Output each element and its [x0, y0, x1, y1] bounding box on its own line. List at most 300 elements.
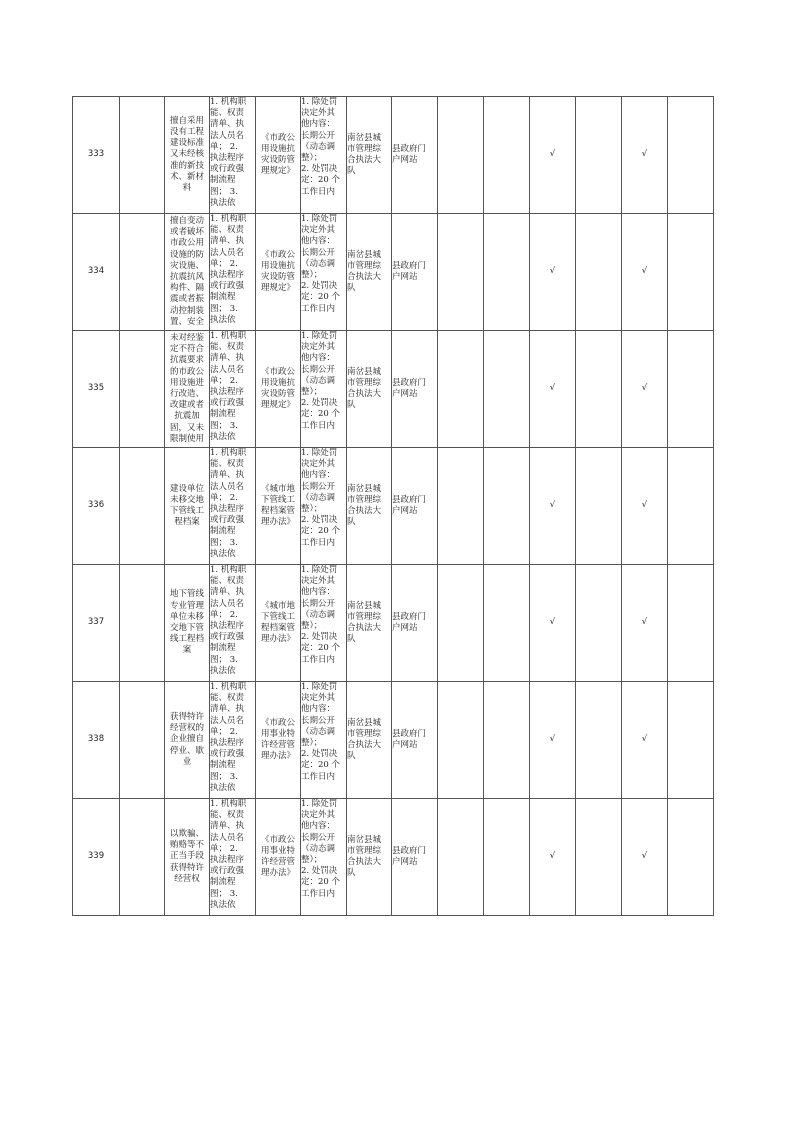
law-line: 程档案管 [260, 623, 295, 633]
basis-line: 能、权责 [210, 108, 245, 119]
time-line: 1. 除处罚 [301, 799, 338, 809]
basis-line: 能、权责 [210, 693, 245, 704]
row-number: 339 [73, 799, 120, 916]
basis-line: 单； 2. [210, 258, 238, 269]
basis-line: 清单、执 [210, 353, 245, 364]
basis-line: 执法依 [210, 665, 236, 676]
check-mark-cell [576, 97, 622, 214]
time-line: 1. 除处罚 [301, 331, 338, 341]
check-mark-cell [484, 331, 530, 448]
time-line: 1. 除处罚 [301, 97, 338, 107]
time-line: 定：20 个 [301, 292, 341, 303]
violation-item-cell [165, 565, 210, 682]
basis-line: 或行政强 [210, 866, 245, 877]
chan-line: 县政府门 [392, 845, 427, 856]
basis-line: 制流程 [210, 526, 236, 537]
basis-line: 清单、执 [210, 821, 245, 832]
item-line: 以欺骗、 [169, 828, 204, 839]
check-mark-cell [576, 448, 622, 565]
law-line: 用事业特 [260, 728, 295, 739]
law-line: 灾设防管 [260, 389, 295, 399]
row-number: 333 [73, 97, 120, 214]
time-line: 决定外其 [301, 342, 336, 353]
time-line: 他内容： [301, 119, 336, 130]
check-mark-cell [484, 799, 530, 916]
basis-line: 或行政强 [210, 398, 245, 409]
dept-line: 合执法大 [347, 506, 382, 516]
basis-line: 执法程序 [210, 270, 245, 281]
check-mark-cell [668, 565, 714, 682]
time-line: 他内容： [301, 704, 336, 715]
time-line: 整）； [301, 270, 323, 281]
time-line: 2. 处罚决 [301, 164, 338, 175]
law-line: 用事业特 [260, 845, 295, 856]
item-line: 擅自变动 [169, 215, 204, 226]
item-line: 经营权的 [169, 723, 204, 734]
check-mark-cell: √ [530, 565, 576, 682]
basis-line: 能、权责 [210, 576, 245, 587]
basis-line: 1. 机构职 [210, 448, 247, 458]
dept-line: 市管理综 [347, 143, 382, 154]
law-line: 《市政公 [260, 834, 295, 845]
item-line: 的市政公 [169, 366, 204, 377]
dept-line: 合执法大 [347, 389, 382, 399]
item-line: 行改造、 [169, 389, 204, 399]
item-line: 震或者振 [169, 294, 204, 305]
time-line: 定：20 个 [301, 526, 341, 537]
disclosure-channel-cell [392, 799, 438, 916]
disclosure-channel-cell [392, 214, 438, 331]
check-mark-cell [576, 214, 622, 331]
empty-cell [120, 331, 165, 448]
basis-line: 图； 3. [210, 654, 238, 665]
time-line: 1. 除处罚 [301, 565, 338, 575]
basis-line: 执法程序 [210, 855, 245, 866]
basis-line: 执法程序 [210, 387, 245, 398]
check-mark-cell [438, 565, 484, 682]
basis-line: 法人员名 [210, 481, 245, 492]
item-line: 专业管理 [169, 600, 204, 611]
check-mark-cell: √ [622, 448, 668, 565]
law-line: 《市政公 [260, 249, 295, 260]
basis-line: 执法程序 [210, 153, 245, 164]
item-line: 程档案 [174, 517, 200, 528]
law-line: 《城市地 [260, 483, 295, 494]
check-mark-cell [438, 682, 484, 799]
time-line: 长期公开 [301, 715, 336, 726]
law-line: 下管线工 [260, 611, 295, 622]
time-line: 整）； [301, 387, 323, 398]
dept-line: 市管理综 [347, 260, 382, 271]
basis-line: 执法程序 [210, 621, 245, 632]
disclosure-channel-cell [392, 97, 438, 214]
basis-line: 单； 2. [210, 609, 238, 620]
item-line: 擅自采用 [169, 115, 204, 126]
basis-line: 单； 2. [210, 726, 238, 737]
item-line: 用设施进 [169, 377, 204, 388]
basis-line: 清单、执 [210, 119, 245, 130]
check-mark-cell [484, 565, 530, 682]
check-mark-cell [484, 97, 530, 214]
basis-line: 图； 3. [210, 303, 238, 314]
law-line: 灾设防管 [260, 155, 295, 165]
law-line: 理办法》 [260, 634, 295, 645]
dept-line: 合执法大 [347, 740, 382, 750]
violation-item-cell [165, 214, 210, 331]
violation-item-cell [165, 448, 210, 565]
violation-item-cell [165, 682, 210, 799]
dept-line: 队 [347, 166, 356, 177]
time-line: 定：20 个 [301, 409, 341, 420]
basis-line: 或行政强 [210, 632, 245, 643]
dept-line: 市管理综 [347, 494, 382, 505]
law-line: 理规定》 [260, 166, 295, 177]
table-body [73, 97, 714, 916]
row-number: 334 [73, 214, 120, 331]
time-line: （动态调 [301, 726, 336, 737]
law-line: 理规定》 [260, 283, 295, 294]
check-mark-cell [668, 97, 714, 214]
dept-line: 南岔县城 [347, 600, 382, 611]
check-mark-cell [668, 448, 714, 565]
basis-line: 图； 3. [210, 186, 238, 197]
check-mark-cell [668, 214, 714, 331]
responsible-unit-cell [347, 799, 392, 916]
legal-basis-cell [256, 799, 301, 916]
chan-line: 县政府门 [392, 611, 427, 622]
basis-line: 执法依 [210, 197, 236, 208]
dept-line: 南岔县城 [347, 249, 382, 260]
time-line: 2. 处罚决 [301, 632, 338, 643]
dept-line: 合执法大 [347, 155, 382, 165]
item-line: 又未经核 [169, 149, 204, 160]
responsible-unit-cell [347, 331, 392, 448]
basis-line: 图； 3. [210, 420, 238, 431]
item-line: 置、安全 [169, 316, 204, 327]
dept-line: 队 [347, 400, 356, 411]
table-row [73, 214, 714, 331]
basis-line: 图； 3. [210, 771, 238, 782]
basis-line: 法人员名 [210, 364, 245, 375]
time-line: 工作日内 [301, 771, 336, 782]
dept-line: 队 [347, 868, 356, 879]
time-line: 决定外其 [301, 459, 336, 470]
chan-line: 户网站 [392, 272, 418, 282]
time-line: 长期公开 [301, 364, 336, 375]
time-line: 决定外其 [301, 576, 336, 587]
basis-line: 执法依 [210, 548, 236, 559]
law-line: 《市政公 [260, 366, 295, 377]
dept-line: 队 [347, 517, 356, 528]
dept-line: 市管理综 [347, 728, 382, 739]
row-number: 337 [73, 565, 120, 682]
responsible-unit-cell [347, 565, 392, 682]
law-line: 理办法》 [260, 751, 295, 762]
violation-item-cell [165, 331, 210, 448]
basis-line: 单； 2. [210, 492, 238, 503]
item-line: 业 [182, 756, 192, 767]
item-line: 灾设施、 [169, 260, 204, 271]
check-mark-cell: √ [622, 565, 668, 682]
basis-line: 执法依 [210, 314, 236, 325]
time-line: 定：20 个 [301, 877, 341, 888]
dept-line: 市管理综 [347, 377, 382, 388]
table-row [73, 97, 714, 214]
chan-line: 县政府门 [392, 143, 427, 154]
time-line: （动态调 [301, 609, 336, 620]
legal-basis-cell [256, 448, 301, 565]
time-line: 工作日内 [301, 420, 336, 431]
chan-line: 户网站 [392, 623, 418, 633]
basis-line: 或行政强 [210, 164, 245, 175]
item-line: 经营权 [174, 873, 200, 884]
check-mark-cell: √ [622, 97, 668, 214]
disclosure-period-cell [301, 682, 347, 799]
check-mark-cell [576, 565, 622, 682]
item-line: 企业擅自 [169, 734, 204, 745]
basis-line: 制流程 [210, 292, 236, 303]
basis-line: 法人员名 [210, 832, 245, 843]
time-line: 2. 处罚决 [301, 515, 338, 526]
item-line: 获得特许 [169, 711, 204, 722]
time-line: （动态调 [301, 492, 336, 503]
dept-line: 队 [347, 283, 356, 294]
legal-basis-cell [256, 682, 301, 799]
check-mark-cell [668, 799, 714, 916]
disclosure-period-cell [301, 799, 347, 916]
disclosure-period-cell [301, 565, 347, 682]
time-line: 整）； [301, 621, 323, 632]
item-line: 改建或者 [169, 400, 204, 411]
basis-line: 或行政强 [210, 281, 245, 292]
basis-line: 能、权责 [210, 459, 245, 470]
disclosure-content-cell [210, 214, 256, 331]
table-row [73, 565, 714, 682]
basis-line: 制流程 [210, 760, 236, 771]
time-line: 整）； [301, 504, 323, 515]
basis-line: 1. 机构职 [210, 565, 247, 575]
item-line: 料 [182, 183, 192, 193]
item-line: 单位未移 [169, 611, 204, 622]
disclosure-content-cell [210, 97, 256, 214]
disclosure-period-cell [301, 214, 347, 331]
time-line: 2. 处罚决 [301, 749, 338, 760]
basis-line: 执法程序 [210, 504, 245, 515]
basis-line: 图； 3. [210, 888, 238, 899]
legal-basis-cell [256, 214, 301, 331]
time-line: 2. 处罚决 [301, 866, 338, 877]
time-line: 2. 处罚决 [301, 398, 338, 409]
disclosure-channel-cell [392, 682, 438, 799]
law-line: 灾设防管 [260, 272, 295, 282]
basis-line: 单； 2. [210, 843, 238, 854]
time-line: 工作日内 [301, 537, 336, 548]
basis-line: 执法依 [210, 782, 236, 793]
time-line: 2. 处罚决 [301, 281, 338, 292]
basis-line: 清单、执 [210, 470, 245, 481]
basis-line: 执法依 [210, 431, 236, 442]
time-line: 定：20 个 [301, 643, 341, 654]
responsible-unit-cell [347, 448, 392, 565]
disclosure-period-cell [301, 331, 347, 448]
check-mark-cell [576, 799, 622, 916]
basis-line: 或行政强 [210, 749, 245, 760]
item-line: 或者破坏 [169, 227, 204, 238]
item-line: 贿赂等不 [169, 840, 204, 851]
time-line: 长期公开 [301, 130, 336, 141]
dept-line: 南岔县城 [347, 366, 382, 377]
chan-line: 县政府门 [392, 260, 427, 271]
disclosure-channel-cell [392, 331, 438, 448]
basis-line: 法人员名 [210, 247, 245, 258]
time-line: （动态调 [301, 843, 336, 854]
time-line: 1. 除处罚 [301, 682, 338, 692]
check-mark-cell [484, 682, 530, 799]
basis-line: 能、权责 [210, 225, 245, 236]
time-line: 整）； [301, 153, 323, 164]
basis-line: 1. 机构职 [210, 799, 247, 809]
time-line: 定：20 个 [301, 175, 341, 186]
item-line: 线工程档 [169, 634, 204, 645]
time-line: 工作日内 [301, 654, 336, 665]
dept-line: 南岔县城 [347, 132, 382, 143]
basis-line: 制流程 [210, 175, 236, 186]
time-line: 长期公开 [301, 247, 336, 258]
law-line: 《市政公 [260, 132, 295, 143]
check-mark-cell: √ [530, 682, 576, 799]
basis-line: 单； 2. [210, 375, 238, 386]
item-line: 抗震抗风 [169, 272, 204, 282]
basis-line: 执法依 [210, 899, 236, 910]
table-row [73, 448, 714, 565]
chan-line: 户网站 [392, 155, 418, 165]
basis-line: 制流程 [210, 643, 236, 654]
disclosure-content-cell [210, 682, 256, 799]
disclosure-content-cell [210, 799, 256, 916]
check-mark-cell [438, 331, 484, 448]
time-line: 决定外其 [301, 225, 336, 236]
time-line: （动态调 [301, 258, 336, 269]
check-mark-cell: √ [530, 448, 576, 565]
item-line: 构件、隔 [169, 283, 204, 294]
disclosure-channel-cell [392, 565, 438, 682]
check-mark-cell: √ [622, 799, 668, 916]
basis-line: 清单、执 [210, 587, 245, 598]
time-line: 整）； [301, 855, 323, 866]
time-line: 长期公开 [301, 598, 336, 609]
chan-line: 户网站 [392, 740, 418, 750]
time-line: 决定外其 [301, 108, 336, 119]
dept-line: 市管理综 [347, 611, 382, 622]
chan-line: 户网站 [392, 389, 418, 399]
time-line: 整）； [301, 738, 323, 749]
responsible-unit-cell [347, 214, 392, 331]
check-mark-cell [484, 448, 530, 565]
item-line: 未对经鉴 [169, 332, 204, 343]
violation-item-cell [165, 799, 210, 916]
table-row [73, 331, 714, 448]
dept-line: 合执法大 [347, 857, 382, 867]
basis-line: 法人员名 [210, 598, 245, 609]
item-line: 抗震加 [174, 411, 200, 422]
empty-cell [120, 565, 165, 682]
disclosure-table [72, 96, 714, 916]
empty-cell [120, 97, 165, 214]
table-row [73, 682, 714, 799]
basis-line: 单； 2. [210, 141, 238, 152]
law-line: 许经营管 [260, 740, 295, 750]
check-mark-cell [438, 448, 484, 565]
time-line: （动态调 [301, 375, 336, 386]
table-row [73, 799, 714, 916]
basis-line: 法人员名 [210, 130, 245, 141]
responsible-unit-cell [347, 682, 392, 799]
empty-cell [120, 799, 165, 916]
dept-line: 队 [347, 634, 356, 645]
law-line: 理规定》 [260, 400, 295, 411]
item-line: 没有工程 [169, 126, 204, 137]
item-line: 定不符合 [169, 344, 204, 355]
empty-cell [120, 214, 165, 331]
time-line: 他内容： [301, 587, 336, 598]
item-line: 案 [182, 645, 192, 656]
check-mark-cell: √ [622, 331, 668, 448]
dept-line: 南岔县城 [347, 834, 382, 845]
check-mark-cell: √ [530, 214, 576, 331]
legal-basis-cell [256, 331, 301, 448]
item-line: 建设单位 [169, 483, 204, 494]
basis-line: 执法程序 [210, 738, 245, 749]
item-line: 未移交地 [169, 494, 204, 505]
check-mark-cell [576, 682, 622, 799]
basis-line: 图； 3. [210, 537, 238, 548]
disclosure-period-cell [301, 97, 347, 214]
item-line: 动控制装 [169, 305, 204, 316]
law-line: 程档案管 [260, 506, 295, 516]
item-line: 下管线工 [169, 506, 204, 516]
time-line: 他内容： [301, 353, 336, 364]
item-line: 术、新材 [169, 171, 204, 182]
dept-line: 南岔县城 [347, 483, 382, 494]
item-line: 建设标准 [169, 138, 204, 149]
row-number: 338 [73, 682, 120, 799]
disclosure-period-cell [301, 448, 347, 565]
law-line: 用设施抗 [260, 143, 295, 154]
time-line: 工作日内 [301, 888, 336, 899]
law-line: 理办法》 [260, 868, 295, 879]
check-mark-cell [668, 682, 714, 799]
time-line: （动态调 [301, 141, 336, 152]
disclosure-content-cell [210, 565, 256, 682]
basis-line: 制流程 [210, 409, 236, 420]
law-line: 许经营管 [260, 857, 295, 867]
item-line: 正当手段 [169, 851, 204, 862]
law-line: 下管线工 [260, 494, 295, 505]
dept-line: 队 [347, 751, 356, 762]
item-line: 市政公用 [169, 238, 204, 249]
time-line: 工作日内 [301, 186, 336, 197]
basis-line: 能、权责 [210, 342, 245, 353]
responsible-unit-cell [347, 97, 392, 214]
chan-line: 户网站 [392, 506, 418, 516]
chan-line: 县政府门 [392, 728, 427, 739]
basis-line: 制流程 [210, 877, 236, 888]
check-mark-cell [576, 331, 622, 448]
time-line: 他内容： [301, 236, 336, 247]
dept-line: 南岔县城 [347, 717, 382, 728]
item-line: 设施的防 [169, 249, 204, 260]
basis-line: 清单、执 [210, 704, 245, 715]
